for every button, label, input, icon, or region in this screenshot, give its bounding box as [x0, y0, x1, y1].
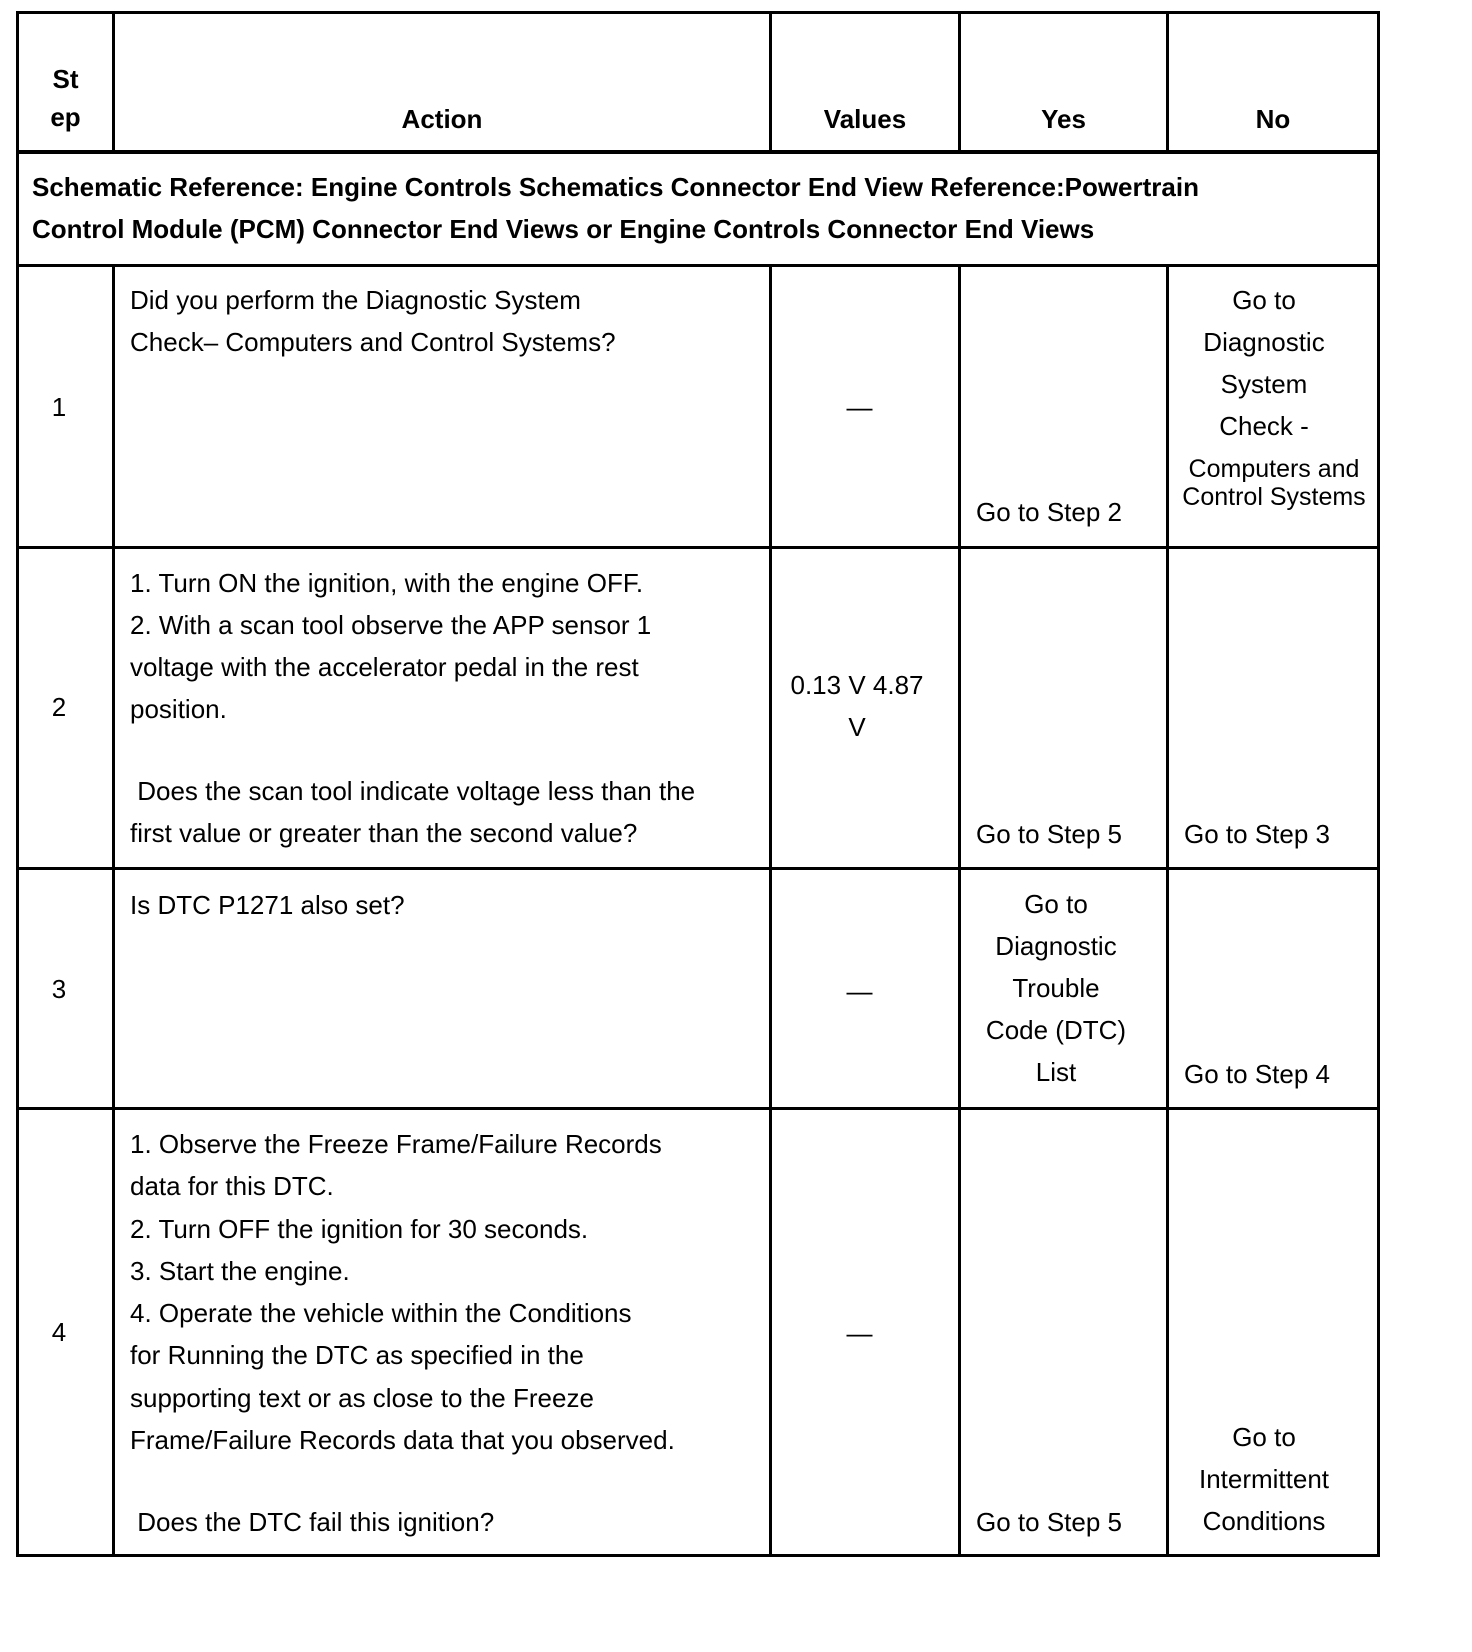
step-number: 1	[51, 392, 67, 422]
values-text	[772, 664, 942, 748]
grid-line	[112, 264, 115, 1557]
grid-line	[16, 1554, 1380, 1557]
yes-action: Go to Step 2	[976, 497, 1122, 527]
header-step	[19, 60, 112, 136]
action-line: Frame/Failure Records data that you observed.	[130, 1425, 675, 1456]
yes-action: Go to Step 5	[976, 819, 1122, 849]
no-line: System	[1220, 369, 1308, 399]
action-text	[130, 1123, 675, 1461]
action-line: position.	[130, 694, 227, 724]
values-line: V	[848, 712, 866, 742]
no-action-extra	[1172, 455, 1376, 511]
grid-line	[16, 11, 1380, 14]
grid-line	[16, 264, 1380, 267]
header-action: Action	[401, 104, 483, 134]
grid-line	[1166, 264, 1169, 1557]
action-line: voltage with the accelerator pedal in the rest	[130, 652, 639, 682]
action-text	[130, 562, 651, 730]
grid-line	[16, 1107, 1380, 1110]
grid-line	[1377, 11, 1380, 1557]
yes-line: Diagnostic	[995, 931, 1117, 961]
step-number: 3	[51, 974, 67, 1004]
no-action	[1169, 1416, 1359, 1542]
no-line: Diagnostic	[1203, 327, 1325, 357]
values-text: —	[846, 1318, 873, 1348]
yes-action: Go to Step 5	[976, 1507, 1122, 1537]
action-line: data for this DTC.	[130, 1171, 334, 1202]
action-line: 1. Observe the Freeze Frame/Failure Records	[130, 1129, 662, 1159]
no-line: Conditions	[1202, 1506, 1326, 1536]
no-action	[1169, 279, 1359, 447]
header-values: Values	[823, 104, 907, 134]
step-number: 4	[51, 1317, 67, 1347]
no-line: Go to	[1232, 285, 1296, 315]
schematic-reference-line1: Schematic Reference: Engine Controls Schematics Connector End View Reference:Powertrain	[32, 172, 1199, 202]
header-step-line1: St	[52, 64, 79, 94]
grid-line	[16, 546, 1380, 549]
values-text: —	[846, 976, 873, 1006]
header-no: No	[1255, 104, 1291, 134]
action-text	[130, 279, 616, 363]
no-line: Check -	[1219, 411, 1309, 441]
action-line: 1. Turn ON the ignition, with the engine OFF.	[130, 568, 644, 598]
action-line: Did you perform the Diagnostic System	[130, 285, 581, 315]
no-line: Computers and	[1188, 455, 1360, 483]
yes-line: Trouble	[1012, 973, 1100, 1003]
values-text: —	[846, 392, 873, 422]
no-line: Control Systems	[1182, 483, 1366, 511]
yes-line: Code (DTC)	[985, 1015, 1127, 1045]
step-number: 2	[51, 692, 67, 722]
action-line: Does the scan tool indicate voltage less than the	[130, 776, 696, 806]
header-step-line2: ep	[50, 102, 81, 132]
no-action: Go to Step 3	[1184, 819, 1330, 849]
yes-line: Go to	[1024, 889, 1088, 919]
action-line: 2. With a scan tool observe the APP sensor 1	[130, 610, 652, 640]
action-question	[130, 770, 695, 854]
header-yes: Yes	[1041, 104, 1086, 134]
action-line: for Running the DTC as specified in the	[130, 1340, 584, 1371]
yes-line: List	[1035, 1057, 1077, 1087]
action-line: 3. Start the engine.	[130, 1255, 350, 1286]
grid-line	[16, 867, 1380, 870]
no-line: Go to	[1232, 1422, 1296, 1452]
grid-line	[16, 150, 1380, 154]
schematic-reference-line2: Control Module (PCM) Connector End Views or Engine Controls Connector End Views	[32, 214, 1095, 244]
action-text: Is DTC P1271 also set?	[130, 890, 405, 920]
yes-action	[961, 883, 1151, 1093]
action-line: supporting text or as close to the Freeze	[130, 1382, 594, 1413]
values-line: 0.13 V 4.87	[790, 670, 924, 700]
no-line: Intermittent	[1198, 1464, 1330, 1494]
action-question: Does the DTC fail this ignition?	[130, 1507, 495, 1537]
action-line: 4. Operate the vehicle within the Conditions	[130, 1298, 632, 1329]
grid-line	[769, 264, 772, 1557]
no-action: Go to Step 4	[1184, 1059, 1330, 1089]
action-line: Check– Computers and Control Systems?	[130, 327, 616, 357]
action-line: 2. Turn OFF the ignition for 30 seconds.	[130, 1213, 589, 1244]
action-line: first value or greater than the second value?	[130, 818, 638, 848]
